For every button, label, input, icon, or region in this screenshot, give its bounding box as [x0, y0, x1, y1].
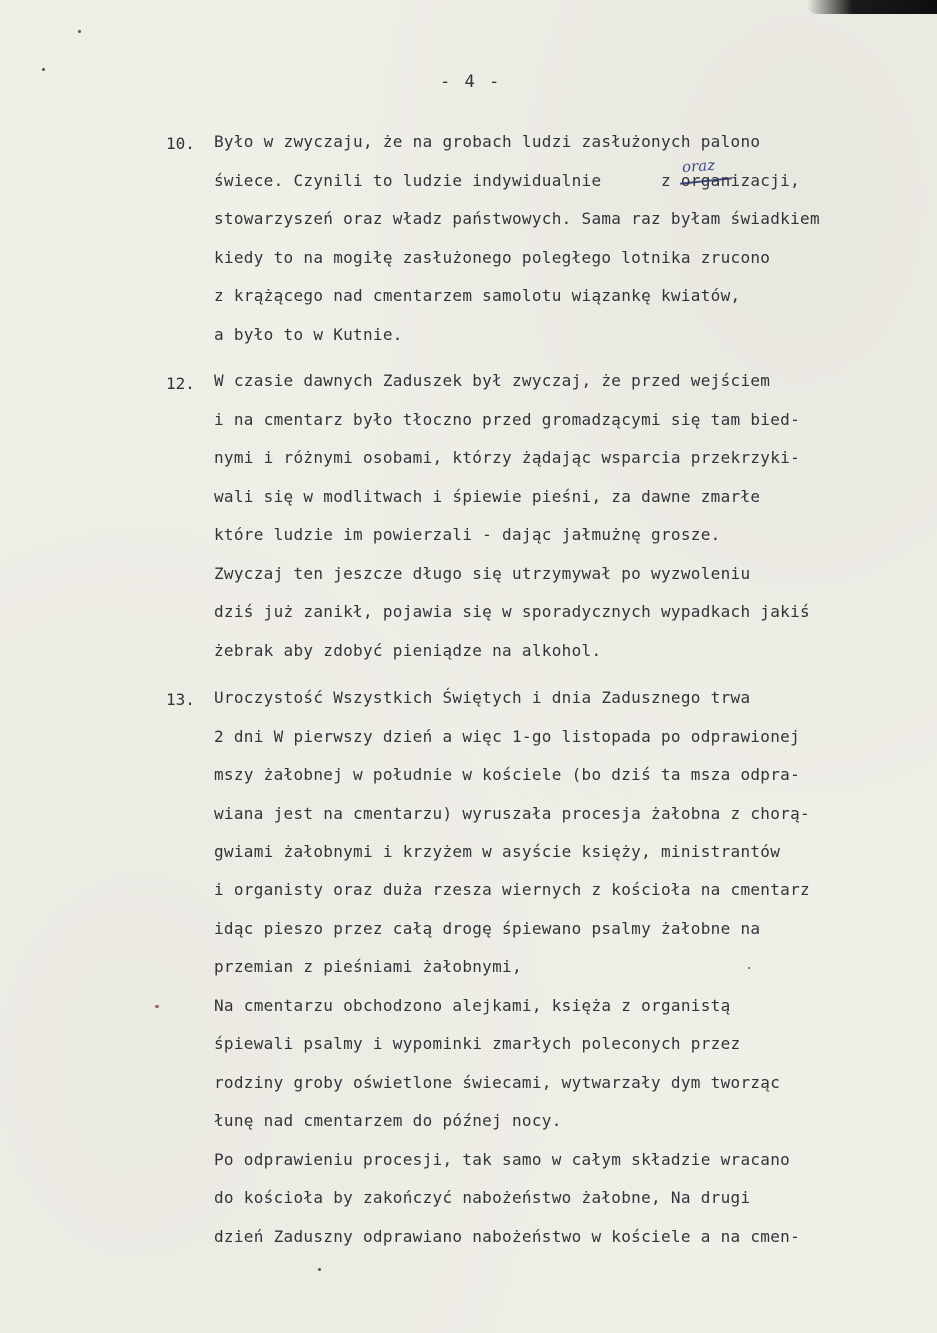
page-number: - 4 - [440, 72, 502, 92]
text-line: Było w zwyczaju, że na grobach ludzi zasłużonych palono [214, 132, 761, 151]
text-line: rodziny groby oświetlone świecami, wytwarzały dym tworząc [214, 1073, 781, 1092]
scan-edge-shadow [807, 0, 937, 14]
text-line: Uroczystość Wszystkich Świętych i dnia Zadusznego trwa [214, 688, 751, 707]
text-line: Na cmentarzu obchodzono alejkami, księża z organistą [214, 996, 731, 1015]
text-line: śpiewali psalmy i wypominki zmarłych poleconych przez [214, 1034, 741, 1053]
scan-speck [748, 967, 750, 969]
text-line: i organisty oraz duża rzesza wiernych z kościoła na cmentarz [214, 880, 810, 899]
text-line: W czasie dawnych Zaduszek był zwyczaj, że przed wejściem [214, 371, 771, 390]
handwritten-correction: oraz [681, 155, 716, 177]
text-line: gwiami żałobnymi i krzyżem w asyście księży, ministrantów [214, 842, 781, 861]
paragraph-number: 13. [166, 690, 195, 709]
paragraph-number: 12. [166, 374, 195, 393]
text-line: dziś już zanikł, pojawia się w sporadycznych wypadkach jakiś [214, 602, 810, 621]
text-line: świece. Czynili to ludzie indywidualnie z organizacji, [214, 171, 801, 190]
scan-speck [78, 30, 81, 33]
text-line: do kościoła by zakończyć nabożeństwo żałobne, Na drugi [214, 1188, 751, 1207]
text-line: Po odprawieniu procesji, tak samo w całym składzie wracano [214, 1150, 791, 1169]
text-line: wiana jest na cmentarzu) wyruszała procesja żałobna z chorą- [214, 804, 810, 823]
scan-speck [318, 1268, 321, 1271]
text-line: z krążącego nad cmentarzem samolotu wiązankę kwiatów, [214, 286, 741, 305]
text-line: idąc pieszo przez całą drogę śpiewano psalmy żałobne na [214, 919, 761, 938]
text-line: przemian z pieśniami żałobnymi, [214, 957, 522, 976]
scan-speck [42, 68, 45, 71]
paragraph-number: 10. [166, 134, 195, 153]
text-line: żebrak aby zdobyć pieniądze na alkohol. [214, 641, 602, 660]
text-line: nymi i różnymi osobami, którzy żądając wsparcia przekrzyki- [214, 448, 801, 467]
text-line: Zwyczaj ten jeszcze długo się utrzymywał po wyzwoleniu [214, 564, 751, 583]
scan-speck [155, 1005, 159, 1008]
text-line: stowarzyszeń oraz władz państwowych. Sama raz byłam świadkiem [214, 209, 820, 228]
text-line: i na cmentarz było tłoczno przed gromadzącymi się tam bied- [214, 410, 801, 429]
text-line: wali się w modlitwach i śpiewie pieśni, za dawne zmarłe [214, 487, 761, 506]
text-line: a było to w Kutnie. [214, 325, 403, 344]
text-line: dzień Zaduszny odprawiano nabożeństwo w kościele a na cmen- [214, 1227, 801, 1246]
text-line: 2 dni W pierwszy dzień a więc 1-go listopada po odprawionej [214, 727, 801, 746]
text-line: łunę nad cmentarzem do późnej nocy. [214, 1111, 562, 1130]
text-line: mszy żałobnej w południe w kościele (bo dziś ta msza odpra- [214, 765, 801, 784]
text-line: kiedy to na mogiłę zasłużonego poległego lotnika zrucono [214, 248, 771, 267]
text-line: które ludzie im powierzali - dając jałmużnę grosze. [214, 525, 721, 544]
